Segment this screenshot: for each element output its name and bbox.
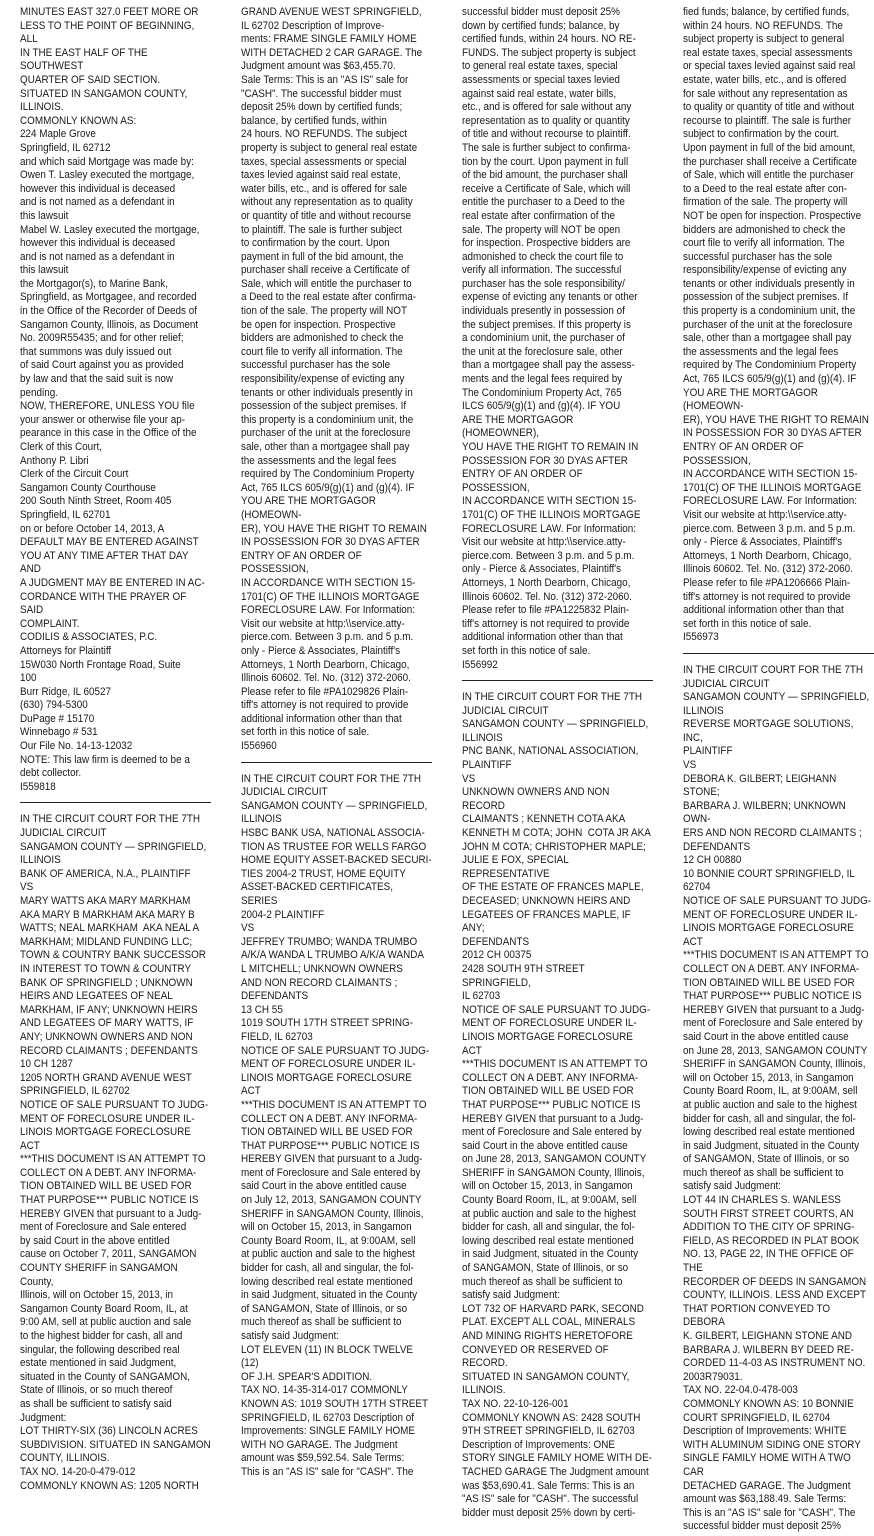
column-2: [241, 6, 432, 1536]
notice-divider: [241, 762, 432, 763]
notice-text: IN THE CIRCUIT COURT FOR THE 7TH JUDICIAL CIRCUIT SANGAMON COUNTY — SPRINGFIELD, ILLINOIS BANK OF AMERICA, N.A., PLAINTIFF VS MARY WATTS AKA MARY MARKHAM AKA MARY B MARKHAM AKA MARY B WATTS; NEAL MARKHAM AKA NEAL A MARKHAM; MIDLAND FUNDING LLC; TOWN & COUNTRY BANK SUCCESSOR IN INTEREST TO TOWN & COUNTRY BANK OF SPRINGFIELD ; UNKNOWN HEIRS AND LEGATEES OF NEAL MARKHAM, IF ANY; UNKNOWN HEIRS AND LEGATEES OF MARY WATTS, IF ANY; UNKNOWN OWNERS AND NON RECORD CLAIMANTS ; DEFENDANTS 10 CH 1287 1205 NORTH GRAND AVENUE WEST SPRINGFIELD, IL 62702 NOTICE OF SALE PURSUANT TO JUDG- MENT OF FORECLOSURE UNDER IL- LINOIS MORTGAGE FORECLOSURE ACT ***THIS DOCUMENT IS AN ATTEMPT TO COLLECT ON A DEBT. ANY INFORMA- TION OBTAINED WILL BE USED FOR THAT PURPOSE*** PUBLIC NOTICE IS HEREBY GIVEN that pursuant to a Judg- ment of Foreclosure and Sale entered by said Court in the above entitled cause on October 7, 2011, SANGAMON COUNTY SHERIFF in SANGAMON County, Illinois, will on October 15, 2013, in Sangamon County Board Room, IL, at 9:00 AM, sell at public auction and sale to the highest bidder for cash, all and singular, the following described real estate mentioned in said Judgment, situated in the County of SANGAMON, State of Illinois, or so much thereof as shall be sufficient to satisfy said Judgment: LOT THIRTY-SIX (36) LINCOLN ACRES SUBDIVISION. SITUATED IN SANGAMON COUNTY, ILLINOIS. TAX NO. 14-20-0-479-012 COMMONLY KNOWN AS: 1205 NORTH: [20, 813, 211, 1492]
column-1: [20, 6, 211, 1536]
notice-continuation-text: fied funds; balance, by certified funds, within 24 hours. NO REFUNDS. The subject property is subject to general real estate taxes, special assessments or special taxes levied against said real estate, water bills, etc., and is offered for sale without any representation as to quality or quantity of title and without recourse to plaintiff. The sale is further subject to confirmation by the court. Upon payment in full of the bid amount, the purchaser shall receive a Certificate of Sale, which will entitle the purchaser to a Deed to the real estate after con- firmation of the sale. The property will NOT be open for inspection. Prospective bidders are admonished to check the court file to verify all information. The successful purchaser has the sole responsibility/expense of evicting any tenants or other individuals presently in possession of the subject premises. If this property is a condominium unit, the purchaser of the unit at the foreclosure sale, other than a mortgagee shall pay the assessments and the legal fees required by The Condominium Property Act, 765 ILCS 605/9(g)(1) and (g)(4). IF YOU ARE THE MORTGAGOR (HOMEOWN- ER), YOU HAVE THE RIGHT TO REMAIN IN POSSESSION FOR 30 DYAS AFTER ENTRY OF AN ORDER OF POSSESSION, IN ACCORDANCE WITH SECTION 15- 1701(C) OF THE ILLINOIS MORTGAGE FORECLOSURE LAW. For Information: Visit our website at http:\\service.atty- pierce.com. Between 3 p.m. and 5 p.m. only - Pierce & Associates, Plaintiff's Attorneys, 1 North Dearborn, Chicago, Illinois 60602. Tel. No. (312) 372-2060. Please refer to file #PA1206666 Plain- tiff's attorney is not required to provide additional information other than that set forth in this notice of sale. I556973: [683, 6, 869, 644]
notice-continuation-text: successful bidder must deposit 25% down by certified funds; balance, by certified funds, within 24 hours. NO RE- FUNDS. The subject property is subject to general real estate taxes, special assessments or special taxes levied against said real estate, water bills, etc., and is offered for sale without any representation as to quality or quantity of title and without recourse to plaintiff. The sale is further subject to confirma- tion by the court. Upon payment in full of the bid amount, the purchaser shall receive a Certificate of Sale, which will entitle the purchaser to a Deed to the real estate after confirmation of the sale. The property will NOT be open for inspection. Prospective bidders are admonished to check the court file to verify all information. The successful purchaser has the sole responsibility/ expense of evicting any tenants or other individuals presently in possession of the subject premises. If this property is a condominium unit, the purchaser of the unit at the foreclosure sale, other than a mortgagee shall pay the assess- ments and the legal fees required by The Condominium Property Act, 765 ILCS 605/9(g)(1) and (g)(4). IF YOU ARE THE MORTGAGOR (HOMEOWNER), YOU HAVE THE RIGHT TO REMAIN IN POSSESSION FOR 30 DYAS AFTER ENTRY OF AN ORDER OF POSSESSION, IN ACCORDANCE WITH SECTION 15- 1701(C) OF THE ILLINOIS MORTGAGE FORECLOSURE LAW. For Information: Visit our website at http:\\service.atty- pierce.com. Between 3 p.m. and 5 p.m. only - Pierce & Associates, Plaintiff's Attorneys, 1 North Dearborn, Chicago, Illinois 60602. Tel. No. (312) 372-2060. Please refer to file #PA1225832 Plain- tiff's attorney is not required to provide additional information other than that set forth in this notice of sale. I556992: [462, 6, 641, 671]
notice-text: IN THE CIRCUIT COURT FOR THE 7TH JUDICIAL CIRCUIT SANGAMON COUNTY — SPRINGFIELD, ILLINOIS PNC BANK, NATIONAL ASSOCIATION, PLAINTIFF VS UNKNOWN OWNERS AND NON RECORD CLAIMANTS ; KENNETH COTA AKA KENNETH M COTA; JOHN COTA JR AKA JOHN M COTA; CHRISTOPHER MAPLE; JULIE E FOX, SPECIAL REPRESENTATIVE OF THE ESTATE OF FRANCES MAPLE, DECEASED; UNKNOWN HEIRS AND LEGATEES OF FRANCES MAPLE, IF ANY; DEFENDANTS 2012 CH 00375 2428 SOUTH 9TH STREET SPRINGFIELD, IL 62703 NOTICE OF SALE PURSUANT TO JUDG- MENT OF FORECLOSURE UNDER IL- LINOIS MORTGAGE FORECLOSURE ACT ***THIS DOCUMENT IS AN ATTEMPT TO COLLECT ON A DEBT. ANY INFORMA- TION OBTAINED WILL BE USED FOR THAT PURPOSE*** PUBLIC NOTICE IS HEREBY GIVEN that pursuant to a Judg- ment of Foreclosure and Sale entered by said Court in the above entitled cause on June 28, 2013, SANGAMON COUNTY SHERIFF in SANGAMON County, Illinois, will on October 15, 2013, in Sangamon County Board Room, IL, at 9:00AM, sell at public auction and sale to the highest bidder for cash, all and singular, the fol- lowing described real estate mentioned in said Judgment, situated in the County of SANGAMON, State of Illinois, or so much thereof as shall be sufficient to satisfy said Judgment: LOT 732 OF HARVARD PARK, SECOND PLAT. EXCEPT ALL COAL, MINERALS AND MINING RIGHTS HERETOFORE CONVEYED OR RESERVED OF RECORD. SITUATED IN SANGAMON COUNTY, ILLINOIS. TAX NO. 22-10-126-001 COMMONLY KNOWN AS: 2428 SOUTH 9TH STREET SPRINGFIELD, IL 62703 Description of Improvements: ONE STORY SINGLE FAMILY HOME WITH DE- TACHED GARAGE The Judgment amount was $53,690.41. Sale Terms: This is an "AS IS" sale for "CASH". The successful bidder must deposit 25% down by certi-: [462, 691, 652, 1519]
notice-divider: [20, 802, 211, 803]
notice-continuation-text: GRAND AVENUE WEST SPRINGFIELD, IL 62702 Description of Improve- ments: FRAME SINGLE FAMILY HOME WITH DETACHED 2 CAR GARAGE. The Judgment amount was $63,455.70. Sale Terms: This is an "AS IS" sale for "CASH". The successful bidder must deposit 25% down by certified funds; balance, by certified funds, within 24 hours. NO REFUNDS. The subject property is subject to general real estate taxes, special assessments or special taxes levied against said real estate, water bills, etc., and is offered for sale without any representation as to quality or quantity of title and without recourse to plaintiff. The sale is further subject to confirmation by the court. Upon payment in full of the bid amount, the purchaser shall receive a Certificate of Sale, which will entitle the purchaser to a Deed to the real estate after confirma- tion of the sale. The property will NOT be open for inspection. Prospective bidders are admonished to check the court file to verify all information. The successful purchaser has the sole responsibility/expense of evicting any tenants or other individuals presently in possession of the subject premises. If this property is a condominium unit, the purchaser of the unit at the foreclosure sale, other than a mortgagee shall pay the assessments and the legal fees required by The Condominium Property Act, 765 ILCS 605/9(g)(1) and (g)(4). IF YOU ARE THE MORTGAGOR (HOMEOWN- ER), YOU HAVE THE RIGHT TO REMAIN IN POSSESSION FOR 30 DYAS AFTER ENTRY OF AN ORDER OF POSSESSION, IN ACCORDANCE WITH SECTION 15- 1701(C) OF THE ILLINOIS MORTGAGE FORECLOSURE LAW. For Information: Visit our website at http:\\service.atty- pierce.com. Between 3 p.m. and 5 p.m. only - Pierce & Associates, Plaintiff's Attorneys, 1 North Dearborn, Chicago, Illinois 60602. Tel. No. (312) 372-2060. Please refer to file #PA1029826 Plain- tiff's attorney is not required to provide additional information other than that set forth in this notice of sale. I556960: [241, 6, 427, 753]
column-3: [462, 6, 653, 1536]
notice-text: IN THE CIRCUIT COURT FOR THE 7TH JUDICIAL CIRCUIT SANGAMON COUNTY — SPRINGFIELD, ILLINOIS REVERSE MORTGAGE SOLUTIONS, INC, PLAINTIFF VS DEBORA K. GILBERT; LEIGHANN STONE; BARBARA J. WILBERN; UNKNOWN OWN- ERS AND NON RECORD CLAIMANTS ; DEFENDANTS 12 CH 00880 10 BONNIE COURT SPRINGFIELD, IL 62704 NOTICE OF SALE PURSUANT TO JUDG- MENT OF FORECLOSURE UNDER IL- LINOIS MORTGAGE FORECLOSURE ACT ***THIS DOCUMENT IS AN ATTEMPT TO COLLECT ON A DEBT. ANY INFORMA- TION OBTAINED WILL BE USED FOR THAT PURPOSE*** PUBLIC NOTICE IS HEREBY GIVEN that pursuant to a Judg- ment of Foreclosure and Sale entered by said Court in the above entitled cause on June 28, 2013, SANGAMON COUNTY SHERIFF in SANGAMON County, Illinois, will on October 15, 2013, in Sangamon County Board Room, IL, at 9:00AM, sell at public auction and sale to the highest bidder for cash, all and singular, the fol- lowing described real estate mentioned in said Judgment, situated in the County of SANGAMON, State of Illinois, or so much thereof as shall be sufficient to satisfy said Judgment: LOT 44 IN CHARLES S. WANLESS SOUTH FIRST STREET COURTS, AN ADDITION TO THE CITY OF SPRING- FIELD, AS RECORDED IN PLAT BOOK NO. 13, PAGE 22, IN THE OFFICE OF THE RECORDER OF DEEDS IN SANGAMON COUNTY, ILLINOIS. LESS AND EXCEPT THAT PORTION CONVEYED TO DEBORA K. GILBERT, LEIGHANN STONE AND BARBARA J. WILBERN BY DEED RE- CORDED 11-4-03 AS INSTRUMENT NO. 2003R79031. TAX NO. 22-04.0-478-003 COMMONLY KNOWN AS: 10 BONNIE COURT SPRINGFIELD, IL 62704 Description of Improvements: WHITE WITH ALUMINUM SIDING ONE STORY SINGLE FAMILY HOME WITH A TWO CAR DETACHED GARAGE. The Judgment amount was $63,188.49. Sale Terms: This is an "AS IS" sale for "CASH". The successful bidder must deposit 25%: [683, 663, 872, 1533]
notice-continuation-text: MINUTES EAST 327.0 FEET MORE OR LESS TO THE POINT OF BEGINNING, ALL IN THE EAST HALF OF THE SOUTHWEST QUARTER OF SAID SECTION. SITUATED IN SANGAMON COUNTY, ILLINOIS. COMMONLY KNOWN AS: 224 Maple Grove Springfield, IL 62712 and which said Mortgage was made by: Owen T. Lasley executed the mortgage, however this individual is deceased and is not named as a defendant in this lawsuit Mabel W. Lasley executed the mortgage, however this individual is deceased and is not named as a defendant in this lawsuit the Mortgagor(s), to Marine Bank, Springfield, as Mortgagee, and recorded in the Office of the Recorder of Deeds of Sangamon County, Illinois, as Document No. 2009R55435; and for other relief; that summons was duly issued out of said Court against you as provided by law and that the said suit is now pending. NOW, THEREFORE, UNLESS YOU file your answer or otherwise file your ap- pearance in this case in the Office of the Clerk of this Court, Anthony P. Libri Clerk of the Circuit Court Sangamon County Courthouse 200 South Ninth Street, Room 405 Springfield, IL 62701 on or before October 14, 2013, A DEFAULT MAY BE ENTERED AGAINST YOU AT ANY TIME AFTER THAT DAY AND A JUDGMENT MAY BE ENTERED IN AC- CORDANCE WITH THE PRAYER OF SAID COMPLAINT. CODILIS & ASSOCIATES, P.C. Attorneys for Plaintiff 15W030 North Frontage Road, Suite 100 Burr Ridge, IL 60527 (630) 794-5300 DuPage # 15170 Winnebago # 531 Our File No. 14-13-12032 NOTE: This law firm is deemed to be a debt collector. I559818: [20, 6, 205, 793]
notice-divider: [462, 680, 653, 681]
notice-text: IN THE CIRCUIT COURT FOR THE 7TH JUDICIAL CIRCUIT SANGAMON COUNTY — SPRINGFIELD, ILLINOIS HSBC BANK USA, NATIONAL ASSOCIA- TION AS TRUSTEE FOR WELLS FARGO HOME EQUITY ASSET-BACKED SECURI- TIES 2004-2 TRUST, HOME EQUITY ASSET-BACKED CERTIFICATES, SERIES 2004-2 PLAINTIFF VS JEFFREY TRUMBO; WANDA TRUMBO A/K/A WANDA L TRUMBO A/K/A WANDA L MITCHELL; UNKNOWN OWNERS AND NON RECORD CLAIMANTS ; DEFENDANTS 13 CH 55 1019 SOUTH 17TH STREET SPRING- FIELD, IL 62703 NOTICE OF SALE PURSUANT TO JUDG- MENT OF FORECLOSURE UNDER IL- LINOIS MORTGAGE FORECLOSURE ACT ***THIS DOCUMENT IS AN ATTEMPT TO COLLECT ON A DEBT. ANY INFORMA- TION OBTAINED WILL BE USED FOR THAT PURPOSE*** PUBLIC NOTICE IS HEREBY GIVEN that pursuant to a Judg- ment of Foreclosure and Sale entered by said Court in the above entitled cause on July 12, 2013, SANGAMON COUNTY SHERIFF in SANGAMON County, Illinois, will on October 15, 2013, in Sangamon County Board Room, IL, at 9:00AM, sell at public auction and sale to the highest bidder for cash, all and singular, the fol- lowing described real estate mentioned in said Judgment, situated in the County of SANGAMON, State of Illinois, or so much thereof as shall be sufficient to satisfy said Judgment: LOT ELEVEN (11) IN BLOCK TWELVE (12) OF J.H. SPEAR'S ADDITION. TAX NO. 14-35-314-017 COMMONLY KNOWN AS: 1019 SOUTH 17TH STREET SPRINGFIELD, IL 62703 Description of Improvements: SINGLE FAMILY HOME WITH NO GARAGE. The Judgment amount was $59,592.54. Sale Terms: This is an "AS IS" sale for "CASH". The: [241, 772, 432, 1478]
column-4: [683, 6, 874, 1536]
notice-divider: [683, 653, 874, 654]
